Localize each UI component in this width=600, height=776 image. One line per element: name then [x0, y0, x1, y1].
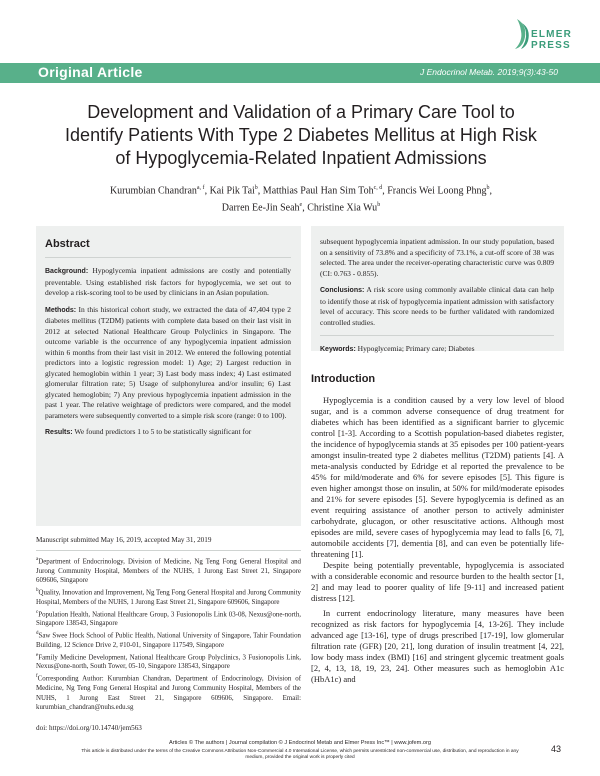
author-line-2: Darren Ee-Jin Seah$^e$, Christine Xia Wu$^b$ — [221, 202, 381, 214]
affil-text: Family Medicine Development, National Healthcare Group Polyclinics, 3 Fusionopolis Link, Nexus@one-north, South Tower, 05-10, Singapore 138543, Singapore — [36, 653, 301, 671]
publisher-line2: PRESS — [531, 40, 571, 51]
affil-text: Population Health, National Healthcare Group, 3 Fusionopolis Link 03-08, Nexus@one-north, Singapore 138543, Singapore — [36, 610, 301, 628]
author-sup: e — [299, 202, 303, 209]
intro-paragraph: In current endocrinology literature, many measures have been recognized as risk factors for hypoglycemia [4, 13-26]. They include advanced age [13-16], type of drugs prescribed [17-19], low glomerular filtration rate (GFR) [20, 21], long duration of insulin treatment [4, 22], low body mass index (BMI) [16] and stringent glycemic treatment goals [2, 4, 13, 18, 19, 23, 24]. Other measures such as hemoglobin A1c (HbA1c) and — [311, 608, 564, 684]
abstract-methods — [45, 305, 291, 422]
abstract-heading: Abstract — [45, 238, 90, 250]
divider — [45, 257, 291, 258]
author-name[interactable]: Kurumbian Chandran — [109, 185, 197, 197]
author-name[interactable]: Christine Xia Wu — [307, 202, 378, 214]
publisher-line1: ELMER — [531, 29, 572, 40]
label: Conclusions: — [320, 287, 365, 294]
article-title: Development and Validation of a Primary Care Tool to Identify Patients With Type 2 Diabetes Mellitus at High Risk of Hypoglycemia-Related Inpatient Admissions — [65, 102, 537, 168]
label: Keywords: — [320, 346, 356, 353]
introduction-heading: Introduction — [311, 373, 376, 385]
publisher-name — [531, 29, 572, 51]
affiliation — [36, 555, 301, 586]
author-name[interactable]: Darren Ee-Jin Seah — [221, 202, 300, 214]
author-line-1: Kurumbian Chandran$^{a, f}$, Kai Pik Tai$^b$, Matthias Paul Han Sim Toh$^{c, d}$, Francis Wei Loong Phng$^b$, — [109, 185, 493, 197]
author-name[interactable]: Kai Pik Tai — [209, 185, 255, 197]
manuscript-dates: Manuscript submitted May 16, 2019, accepted May 31, 2019 — [36, 536, 212, 544]
footer-license: This article is distributed under the terms of the Creative Commons Attribution Non-Commercial 4.0 International License, which permits unrestricted non-commercial use, distribution, and reproduction in any medium, provided the original work is properly cited — [81, 749, 519, 761]
affiliation — [36, 608, 301, 629]
article-type: Original Article — [38, 64, 143, 80]
section-banner — [0, 63, 600, 83]
affiliation — [36, 651, 301, 672]
affil-text: Quality, Innovation and Improvement, Ng Teng Fong General Hospital and Jurong Community Hospital, Members of the NUHS, 1 Jurong East Street 21, Singapore 609606, Singapore — [36, 589, 301, 606]
affiliations — [36, 555, 301, 713]
author-name[interactable]: Matthias Paul Han Sim Toh — [262, 185, 374, 197]
affil-sup: d — [36, 631, 39, 637]
affil-sup: f — [36, 674, 38, 680]
abstract-keywords — [320, 344, 554, 356]
left-column — [36, 226, 301, 732]
text: A risk score using commonly available clinical data can help to identify those at risk of hypoglycemia inpatient admission with satisfactory level of accuracy. This score needs to be further validated with randomized controlled studies. — [320, 285, 554, 327]
divider — [320, 335, 554, 336]
publisher-logo — [513, 17, 591, 57]
label: Methods: — [45, 306, 77, 314]
affil-sup: c — [36, 609, 39, 615]
doi-link[interactable]: doi: https://doi.org/10.14740/jem563 — [36, 723, 142, 732]
abstract-results-start — [45, 427, 291, 439]
footer-copyright: Articles © The authors | Journal compilation © J Endocrinol Metab and Elmer Press Inc™ | www.jofem.org — [169, 740, 431, 746]
affiliation — [36, 629, 301, 650]
affil-text: Department of Endocrinology, Division of Medicine, Ng Teng Fong General Hospital and Jurong Community Hospital, Members of the NUHS, 1 Jurong East Street 21, Singapore 609606, Singapore — [36, 558, 301, 585]
text: Hypoglycemia inpatient admissions are costly and potentially preventable. Using established risk factors for hypoglycemia, we set out to develop a risk-scoring tool to be used by clinicians in an Asian population. — [45, 266, 292, 297]
affil-sup: b — [36, 588, 39, 594]
divider — [36, 550, 301, 551]
intro-paragraph: Hypoglycemia is a condition caused by a very low level of blood sugar, and is a common adverse consequence of drug treatment for diabetes which has been identified as a significant barrier to glycemic control [1-3]. According to a Scottish population-based diabetes register, the incidence of hypoglycemia stands at 35 episodes per 100 patient-years amongst insulin-treated type 2 diabetes mellitus (T2DM) patients [4]. A meta-analysis conducted by Edridge et al reported the prevalence to be 45% for mild/moderate and 6% for severe episodes [5]. This figure is even higher amongst those on insulin, at 50% for mild/moderate episodes and 21% for severe episodes [5]. Severe hypoglycemia is defined as an event requiring assistance of another person to actively administer carbohydrate, glucagon, or other resuscitative actions. Although most episodes are mild, severe cases of hypoglycemia may lead to falls [6, 7], automobile accidents [7], dementia [8], and can even be potentially life-threatening [1]. — [311, 395, 564, 559]
author-name[interactable]: Francis Wei Loong Phng — [387, 185, 487, 197]
abstract-conclusions — [320, 285, 554, 328]
abstract-panel-continued — [311, 226, 564, 351]
journal-citation: J Endocrinol Metab. 2019;9(3):43-50 — [420, 67, 558, 77]
affiliation-corresponding — [36, 672, 301, 713]
author-sup: c, d — [373, 185, 383, 191]
affil-sup: a — [36, 557, 39, 562]
author-sup: a, f — [196, 185, 205, 191]
abstract-background — [45, 266, 291, 299]
text: Hypoglycemia; Primary care; Diabetes — [357, 344, 475, 353]
affiliation — [36, 586, 301, 607]
text: In this historical cohort study, we extracted the data of 47,404 type 2 diabetes mellitus (T2DM) patients with complete data based on their last visit in 2012 at selected National Healthcare Group Polyclinics in Singapore. The outcome variable is the occurrence of any hypoglycemia inpatient admission within 6 months from their last visit in 2012. We entered the following potential predictors into a logistic regression model: 1) Age; 2) Largest reduction in glycated hemoglobin within 1 year; 3) Last body mass index; 4) Last estimated glomerular filtration rate; 5) Usage of sulphonylurea and/or insulin; 6) Last glycated hemoglobin; 7) Any previous hypoglycemia inpatient admission in the past 1 year. The relative weightage of predictors were compared, and the model parameters were subsequently converted to a simple risk score (range: 0 to 100). — [45, 304, 291, 420]
author-list — [70, 181, 532, 216]
author-sup: b — [377, 202, 381, 209]
page-number: 43 — [550, 744, 561, 754]
affil-sup: e — [36, 652, 39, 658]
author-sup: b — [486, 185, 490, 191]
intro-paragraph: Despite being potentially preventable, hypoglycemia is associated with a considerable economic and resource burden to the health sector [1, 2] and may lead to poorer quality of life [9-11] and increased patient distress [12]. — [311, 560, 564, 603]
abstract-results-cont: subsequent hypoglycemia inpatient admission. In our study population, based on a sensitivity of 73.8% and a specificity of 73.1%, a cut-off score of 38 was selected. The area under the receiver-operating characteristic curve was 0.809 (CI: 0.763 - 0.855). — [320, 237, 554, 278]
right-column — [311, 226, 564, 685]
text: We found predictors 1 to 5 to be statistically significant for — [74, 427, 252, 436]
label: Results: — [45, 429, 73, 436]
affil-text[interactable]: Corresponding Author: Kurumbian Chandran, Department of Endocrinology, Division of Medicine, Ng Teng Fong General Hospital and Jurong Community Hospital, Members of the NUHS, 1 Jurong East Street 21, Singapore 609606, Singapore. Email: kurumbian_chandran@nuhs.edu.sg — [36, 675, 301, 712]
abstract-panel — [36, 226, 301, 526]
affil-text: Saw Swee Hock School of Public Health, National University of Singapore, Tahir Foundation Building, 12 Science Drive 2, #10-01, Singapore 117549, Singapore — [36, 632, 301, 649]
author-sup: b — [254, 185, 258, 191]
label: Background: — [45, 268, 89, 275]
